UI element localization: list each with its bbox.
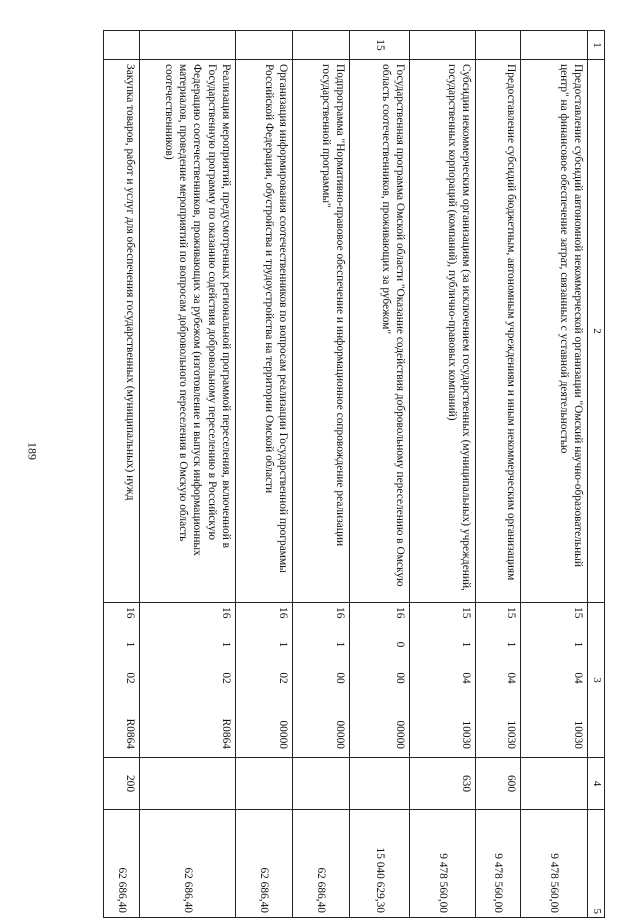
row-number (140, 31, 236, 60)
table-row (140, 31, 236, 918)
row-name: Государственная программа Омской области "Оказание содействия добровольному переселению в Омскую область соотечественников, проживающих за рубежом" (350, 60, 410, 603)
code-part: 1 (124, 641, 136, 648)
row-amount: 9 478 560,00 (410, 810, 476, 918)
row-code (410, 603, 476, 758)
code-part: 00000 (394, 720, 406, 749)
page-number: 189 (25, 442, 40, 460)
code-part: 1 (572, 641, 584, 648)
code-part: R0864 (124, 718, 136, 749)
code-part: 00000 (334, 720, 346, 749)
table-row (410, 31, 476, 918)
row-number (236, 31, 293, 60)
code-part: 15 (460, 607, 472, 619)
row-name: Подпрограмма "Нормативно-правовое обеспечение и информационное сопровождение реализации государственной программы" (293, 60, 350, 603)
header-row (588, 31, 605, 918)
code-part: 1 (220, 641, 232, 648)
row-amount: 9 478 560,00 (521, 810, 588, 918)
code-part: 00 (334, 672, 346, 684)
budget-table-wrapper (65, 30, 605, 914)
code-part: 10030 (505, 720, 517, 749)
code-part: R0864 (220, 718, 232, 749)
row-type (293, 758, 350, 810)
code-part: 10030 (572, 720, 584, 749)
row-number: 15 (350, 31, 410, 60)
row-code (236, 603, 293, 758)
row-name: Организация информирования соотечественников по вопросам реализации Государственной программы Российской Федерации, обустройства и трудоустройства на территории Омской области (236, 60, 293, 603)
code-part: 1 (460, 641, 472, 648)
row-number (521, 31, 588, 60)
code-part: 02 (220, 672, 232, 684)
row-type: 200 (104, 758, 140, 810)
row-number (476, 31, 521, 60)
row-amount: 62 686,40 (140, 810, 236, 918)
row-amount: 15 040 629,30 (350, 810, 410, 918)
header-col-1: 1 (588, 31, 605, 60)
row-code (104, 603, 140, 758)
code-part: 04 (505, 672, 517, 684)
code-part: 16 (394, 607, 406, 619)
code-part: 10030 (460, 720, 472, 749)
table-row (293, 31, 350, 918)
code-part: 00 (394, 672, 406, 684)
code-part: 02 (277, 672, 289, 684)
code-part: 15 (505, 607, 517, 619)
header-col-4: 4 (588, 758, 605, 810)
code-part: 0 (394, 641, 406, 648)
table-row (236, 31, 293, 918)
code-part: 16 (277, 607, 289, 619)
code-part: 04 (460, 672, 472, 684)
row-code (140, 603, 236, 758)
header-col-2: 2 (588, 60, 605, 603)
table-row (476, 31, 521, 918)
row-type (236, 758, 293, 810)
code-part: 16 (220, 607, 232, 619)
code-part: 00000 (277, 720, 289, 749)
table-row (521, 31, 588, 918)
row-type: 600 (476, 758, 521, 810)
row-type (140, 758, 236, 810)
row-name: Предоставление субсидий автономной некоммерческой организации "Омский научно-образовательный центр" на финансовое обеспечение затрат, связанных с уставной деятельностью (521, 60, 588, 603)
code-part: 1 (505, 641, 517, 648)
row-name: Предоставление субсидий бюджетным, автономным учреждениям и иным некоммерческим организациям (476, 60, 521, 603)
table-body (104, 31, 588, 918)
row-amount: 62 686,40 (293, 810, 350, 918)
code-part: 1 (277, 641, 289, 648)
row-name: Реализация мероприятий, предусмотренных региональной программой переселения, включенной в Государственную программу по оказанию содействия добровольному переселению в Российскую Федерацию соотечественников, проживающих за рубежом (изготовление и выпуск информационных материалов, проведение мероприятий по вопросам добровольного переселения в Омскую область соотечественников) (140, 60, 236, 603)
row-name: Субсидии некоммерческим организациям (за исключением государственных (муниципальных) учреждений, государственных корпораций (компаний), публично-правовых компаний) (410, 60, 476, 603)
row-code (350, 603, 410, 758)
row-number (104, 31, 140, 60)
row-type (521, 758, 588, 810)
row-amount: 62 686,40 (236, 810, 293, 918)
header-col-3: 3 (588, 603, 605, 758)
table-row (350, 31, 410, 918)
row-name: Закупка товаров, работ и услуг для обеспечения государственных (муниципальных) нужд (104, 60, 140, 603)
row-amount: 62 686,40 (104, 810, 140, 918)
rotated-table-frame (65, 30, 605, 914)
row-amount: 9 478 560,00 (476, 810, 521, 918)
row-number (293, 31, 350, 60)
code-part: 16 (334, 607, 346, 619)
header-col-5: 5 (588, 810, 605, 918)
row-code (476, 603, 521, 758)
row-type (350, 758, 410, 810)
row-number (410, 31, 476, 60)
code-part: 04 (572, 672, 584, 684)
code-part: 1 (334, 641, 346, 648)
code-part: 02 (124, 672, 136, 684)
budget-table (103, 30, 605, 918)
row-code (293, 603, 350, 758)
row-type: 630 (410, 758, 476, 810)
table-row (104, 31, 140, 918)
code-part: 15 (572, 607, 584, 619)
row-code (521, 603, 588, 758)
code-part: 16 (124, 607, 136, 619)
